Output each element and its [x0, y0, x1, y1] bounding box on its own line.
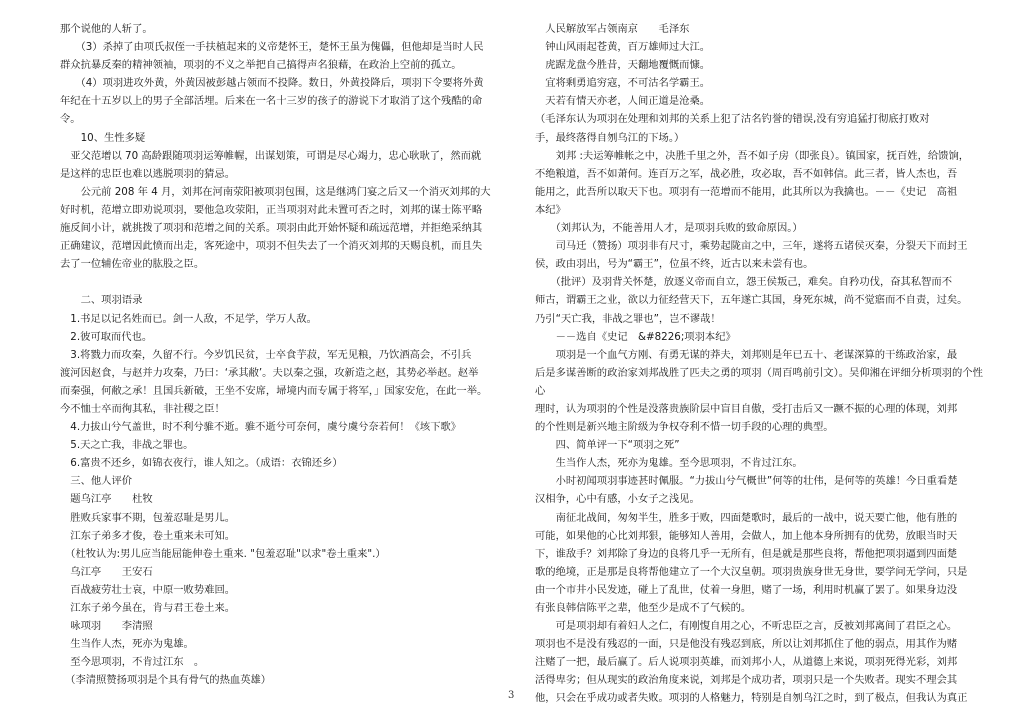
text-line: 宜将剩勇追穷寇，不可沽名学霸王。: [535, 77, 711, 90]
text-line: 好时机，范增立即劝说项羽，要他急攻荥阳，正当项羽对此未置可否之时，刘邦的谋士陈平略: [60, 203, 483, 216]
text-line: （杜牧认为:男儿应当能屈能伸卷土重来. "包羞忍耻"以求"卷土重来".）: [60, 547, 386, 560]
text-line: 他，只会在乎成功或者失败。项羽的人格魅力，特别是自刎乌江之时，到了极点，但我认为真正: [535, 692, 968, 705]
page-number: 3: [508, 690, 515, 701]
text-line: 生当作人杰，死亦为鬼雄。: [60, 638, 194, 651]
text-line: 10、生性多疑: [60, 131, 146, 144]
text-line: 生当作人杰，死亦为鬼雄。至今思项羽，不肯过江东。: [535, 457, 803, 470]
text-line: 可能，如果他的心比刘邦狠，能够知人善用，会做人，加上他本身所拥有的优势，放眼当时天: [535, 529, 958, 542]
text-line: 去了一位辅佐帝业的肱股之臣。: [60, 258, 205, 271]
text-line: 南征北战间，匆匆半生，胜多于败，四面楚歌时，最后的一战中，说天要亡他，他有胜的: [535, 511, 958, 524]
text-line: 胜败兵家事不期，包羞忍耻是男儿。: [60, 511, 236, 524]
left-column: [60, 20, 510, 689]
text-line: 理时，认为项羽的个性是没落贵族阶层中盲目自傲，受打击后又一蹶不振的心理的体现，刘邦: [535, 402, 958, 415]
text-line: 三、他人评价: [60, 475, 133, 488]
text-line: 渡河因赵食，与赵并力攻秦，乃曰：‘承其敝’。夫以秦之强，攻新造之赵，其势必举赵。赵举: [60, 366, 479, 379]
text-line: 项羽也不是没有残忍的一面，只是他没有残忍到底，所以让刘邦抓住了他的弱点，用其作为赌: [535, 638, 958, 651]
text-line: 不绝粮道，吾不如萧何。连百万之军，战必胜，攻必取，吾不如韩信。此三者，皆人杰也，吾: [535, 167, 958, 180]
text-line: （毛泽东认为项羽在处理和刘邦的关系上犯了沽名钓誉的错误,没有穷追猛打彻底打败对: [535, 113, 930, 126]
text-line: 汉相争，心中有感，小女子之浅见。: [535, 493, 700, 506]
text-line: [60, 273, 510, 291]
text-line: 人民解放军占领南京 毛泽东: [535, 23, 690, 35]
text-line: 2.彼可取而代也。: [60, 330, 153, 343]
text-line: 师古，谓霸王之业，欲以力征经营天下，五年遂亡其国，身死东城，尚不觉寤而不自责，过矣。: [535, 294, 968, 307]
text-line: 题乌江亭 杜牧: [60, 493, 153, 506]
text-line: 钟山风雨起苍黄，百万雄师过大江。: [535, 41, 711, 54]
text-line: （批评）及羽背关怀楚，放逐义帝而自立，怨王侯叛己，难矣。自矜功伐，奋其私智而不: [535, 276, 953, 289]
text-line: 小时初闻项羽事迹甚时佩服。“力拔山兮气概世”何等的壮伟，是何等的英雄！今日重看楚: [535, 475, 958, 488]
text-line: 5.天之亡我，非战之罪也。: [60, 439, 194, 452]
text-line: 乌江亭 王安石: [60, 565, 153, 578]
text-line: 刘邦 :夫运筹帷帐之中，决胜千里之外，吾不如子房（即张良）。镇国家，抚百姓，给馈饷，: [535, 149, 970, 162]
text-line: 后是多谋善断的政治家刘邦战胜了匹夫之勇的项羽（周百鸣前引文）。吴仰湘在评细分析项羽的个性心: [535, 366, 983, 397]
text-line: 的个性则是新兴地主阶级为争权夺利不惜一切手段的心理的典型。: [535, 421, 834, 434]
text-line: 歌的绝境，正是那是良将帮他建立了一个大汉皇朝。项羽贵族身世无身世，要学问无学问，只是: [535, 565, 968, 578]
right-column: [535, 20, 987, 708]
text-line: （3）杀掉了由项氏叔侄一手扶植起来的义帝楚怀王，楚怀王虽为傀儡，但他却是当时人民: [60, 41, 484, 54]
text-line: 二、项羽语录: [60, 294, 143, 307]
text-line: 虎踞龙盘今胜昔，天翻地覆慨而慷。: [535, 59, 711, 72]
text-line: 有张良韩信陈平之辈，他至少是成不了气候的。: [535, 602, 752, 614]
text-line: 今不恤士卒而徇其私，非社稷之臣！: [60, 402, 225, 415]
text-line: 1.书足以记名姓而已。剑一人敌，不足学，学万人敌。: [60, 312, 317, 325]
text-line: 注赌了一把，最后赢了。后人说项羽英雄，而刘邦小人，从道德上来说，项羽死得光彩，刘邦: [535, 656, 958, 669]
text-line: 6.富贵不还乡，如锦衣夜行，谁人知之。（成语：衣锦还乡）: [60, 457, 343, 470]
text-line: 4.力拔山兮气盖世，时不利兮骓不逝。骓不逝兮可奈何，虞兮虞兮奈若何！《垓下歌》: [60, 421, 462, 434]
text-line: （刘邦认为，不能善用人才，是项羽兵败的致命原因。）: [535, 222, 803, 235]
text-line: 施反间小计，就挑拨了项羽和范增之间的关系。项羽由此开始怀疑和疏远范增，并拒绝采纳其: [60, 222, 483, 235]
text-line: 正确建议，范增因此愤而出走，客死途中，项羽不但失去了一个消灭刘邦的天赐良机，而且失: [60, 240, 483, 253]
text-line: 活得卑劣；但从现实的政治角度来说，刘邦是个成功者，项羽只是一个失败者。现实不理会其: [535, 674, 958, 687]
text-line: 3.将戮力而攻秦，久留不行。今岁饥民贫，士卒食芋菽，军无见粮，乃饮酒高会，不引兵: [60, 348, 472, 361]
text-line: 令。: [60, 113, 81, 126]
text-line: 侯，政由羽出，号为“霸王”，位虽不终，近古以来未尝有也。: [535, 258, 814, 271]
text-line: （4）项羽进攻外黄，外黄因被彭越占领而不投降。数日，外黄投降后，项羽下令要将外黄: [60, 77, 484, 90]
text-line: 下，谁敌手？刘邦除了身边的良将几乎一无所有，但是就是那些良将，帮他把项羽逼到四面楚: [535, 547, 958, 560]
text-line: （李清照赞扬项羽是个具有骨气的热血英雄）: [60, 674, 272, 687]
text-line: 四、简单评一下“项羽之死”: [535, 439, 680, 452]
text-line: 江东子弟多才俊，卷土重来未可知。: [60, 529, 236, 542]
text-line: 天若有情天亦老，人间正道是沧桑。: [535, 95, 711, 108]
text-line: 公元前 208 年 4 月，刘邦在河南荥阳被项羽包围，这是继鸿门宴之后又一个消灭刘邦的大: [60, 185, 491, 198]
text-line: －－选自《史记 &#8226;项羽本纪》: [535, 330, 736, 343]
text-line: 可是项羽却有着妇人之仁，有刚愎自用之心，不听忠臣之言，反被刘邦离间了君臣之心。: [535, 620, 958, 633]
text-line: 而秦强，何敝之承！且国兵新破，王坐不安席，埽境内而专属于将军，」国家安危，在此一举。: [60, 384, 488, 397]
text-line: 能用之，此吾所以取天下也。项羽有一范增而不能用，此其所以为我擒也。－－《史记 高祖: [535, 185, 958, 198]
text-line: 是这样的忠臣也难以逃脱项羽的猜忌。: [60, 167, 236, 180]
text-line: 本纪》: [535, 203, 566, 216]
text-line: 那个说他的人斩了。: [60, 23, 153, 35]
text-line: 亚父范增以 70 高龄跟随项羽运筹帷幄，出谋划策，可谓是尽心竭力，忠心耿耿了，然而就: [60, 149, 482, 162]
text-line: 乃引“天亡我，非战之罪也”，岂不谬哉！: [535, 312, 721, 325]
text-line: 至今思项羽，不肯过江东 。: [60, 656, 205, 669]
text-line: 江东子弟今虽在，肯与君王卷土来。: [60, 602, 236, 614]
text-line: 百战疲劳壮士哀，中原一败势难回。: [60, 583, 236, 596]
text-line: 司马迁（赞扬）项羽非有尺寸，乘势起陇亩之中，三年，遂将五诸侯灭秦，分裂天下而封王: [535, 240, 968, 253]
text-line: 由一个市井小民发迹，碰上了乱世，仗着一身胆，赌了一场，利用时机赢了罢了。如果身边没: [535, 583, 958, 596]
text-line: 咏项羽 李清照: [60, 620, 153, 633]
text-line: 手，最终落得自刎乌江的下场。）: [535, 131, 685, 144]
text-line: 群众抗暴反秦的精神领袖，项羽的不义之举把自己搞得声名狼藉，在政治上空前的孤立。: [60, 59, 462, 72]
text-line: 年纪在十五岁以上的男子全部活埋。后来在一名十三岁的孩子的游说下才取消了这个残酷的命: [60, 95, 483, 108]
text-line: 项羽是一个血气方刚、有勇无谋的莽夫，刘邦则是年已五十、老谋深算的干练政治家，最: [535, 348, 958, 361]
